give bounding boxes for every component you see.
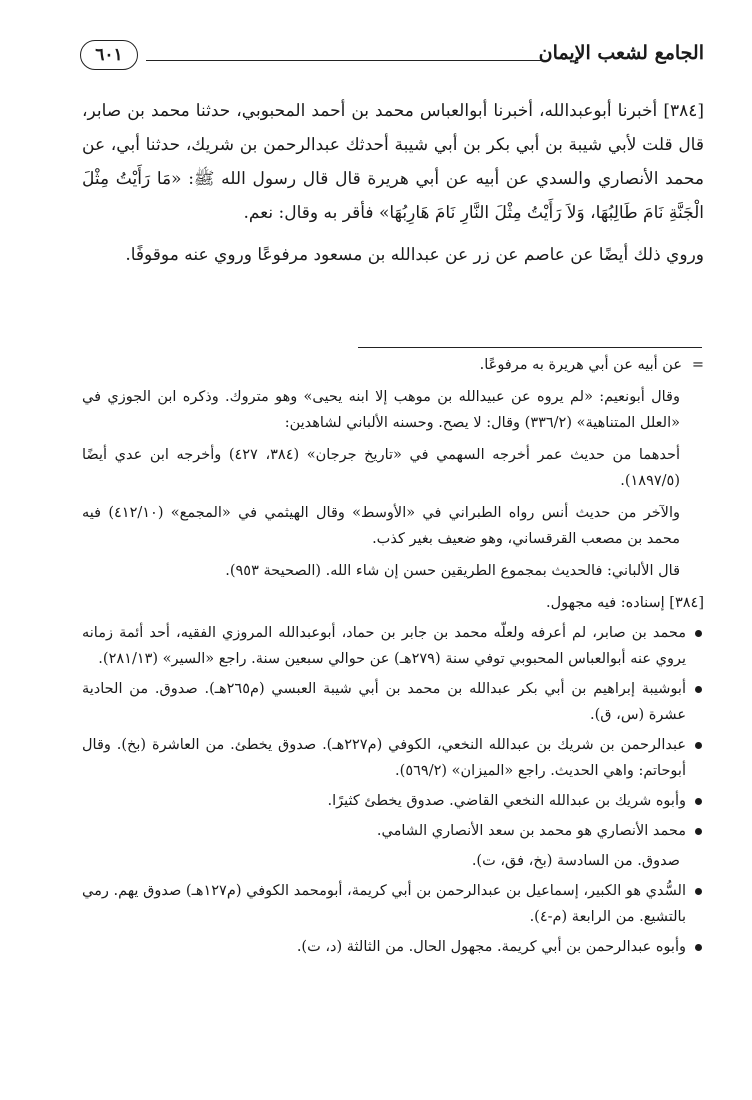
narrator-item: السُّدي هو الكبير، إسماعيل بن عبدالرحمن بن أبي كريمة، أبومحمد الكوفي (م١٢٧هـ) صدوق يهم. رمي بالتشيع. من الرابعة (م-٤). — [82, 878, 704, 930]
page-header — [80, 38, 704, 78]
footnote-continuation — [82, 352, 704, 378]
main-text — [82, 94, 704, 272]
continuation-text: عن أبيه عن أبي هريرة به مرفوعًا. — [479, 357, 682, 373]
running-title: الجامع لشعب الإيمان — [531, 42, 704, 64]
hadith-paragraph: [٣٨٤] أخبرنا أبوعبدالله، أخبرنا أبوالعباس محمد بن أحمد المحبوبي، حدثنا محمد بن صابر، قال قلت لأبي شيبة بن أبي بكر بن أبي شيبة أحدثك عبدالرحمن بن شريك، حدثنا أبي، عن محمد الأنصاري والسدي عن أبيه عن أبي هريرة قال قال رسول الله ﷺ: «مَا رَأَيْتُ مِثْلَ الْجَنَّةِ نَامَ طَالِبُهَا، وَلاَ رَأَيْتُ مِثْلَ النَّارِ نَامَ هَارِبُهَا» فأقر به وقال: نعم. — [82, 101, 704, 223]
narrator-list — [82, 620, 704, 844]
header-rule — [146, 60, 544, 61]
narrator-item: عبدالرحمن بن شريك بن عبدالله النخعي، الكوفي (م٢٢٧هـ). صدوق يخطئ. من العاشرة (بخ). وقال أبوحاتم: واهي الحديث. راجع «الميزان» (٥٦٩/٢). — [82, 732, 704, 784]
second-witness-note: والآخر من حديث أنس رواه الطبراني في «الأوسط» وقال الهيثمي في «المجمع» (٤١٢/١٠) فيه محمد بن مصعب القرقساني، وهو ضعيف بغير كذب. — [82, 505, 680, 547]
narrator-item: وأبوه عبدالرحمن بن أبي كريمة. مجهول الحال. من الثالثة (د، ت). — [82, 934, 704, 960]
narrator-item: محمد الأنصاري هو محمد بن سعد الأنصاري الشامي. — [82, 818, 704, 844]
additional-narration-paragraph: وروي ذلك أيضًا عن عاصم عن زر عن عبدالله بن مسعود مرفوعًا وروي عنه موقوفًا. — [125, 245, 704, 265]
abu-nuaim-note: وقال أبونعيم: «لم يروه عن عبيدالله بن موهب إلا ابنه يحيى» وهو متروك. وذكره ابن الجوزي في «العلل المتناهية» (٣٣٦/٢) وقال: لا يصح. وحسنه الألباني لشاهدين: — [82, 389, 680, 431]
albani-note: قال الألباني: فالحديث بمجموع الطريقين حسن إن شاء الله. (الصحيحة ٩٥٣). — [225, 563, 680, 579]
footnote-separator — [358, 347, 702, 348]
narrator-item: أبوشيبة إبراهيم بن أبي بكر عبدالله بن محمد بن أبي شيبة العبسي (م٢٦٥هـ). صدوق. من الحادية عشرة (س، ق). — [82, 676, 704, 728]
page-number: ٦٠١ — [80, 40, 138, 70]
first-witness-note: أحدهما من حديث عمر أخرجه السهمي في «تاريخ جرجان» (٣٨٤، ٤٢٧) وأخرجه ابن عدي أيضًا (١٨٩٧/٥). — [82, 447, 680, 489]
ansari-grade-line: صدوق. من السادسة (بخ، فق، ت). — [471, 853, 680, 869]
narrator-item: محمد بن صابر، لم أعرفه ولعلّه محمد بن جابر بن حماد، أبوعبدالله المروزي الفقيه، أحد أئمة زمانه يروي عنه أبوالعباس المحبوبي توفي سنة (٢٧٩هـ) عن حوالي سبعين سنة. راجع «السير» (٢٨١/١٣). — [82, 620, 704, 672]
narrator-item: وأبوه شريك بن عبدالله النخعي القاضي. صدوق يخطئ كثيرًا. — [82, 788, 704, 814]
continuation-marker: = — [691, 357, 704, 373]
narrator-list-continued — [82, 878, 704, 960]
isnad-heading: [٣٨٤] إسناده: فيه مجهول. — [546, 595, 704, 611]
footnotes — [82, 352, 704, 964]
